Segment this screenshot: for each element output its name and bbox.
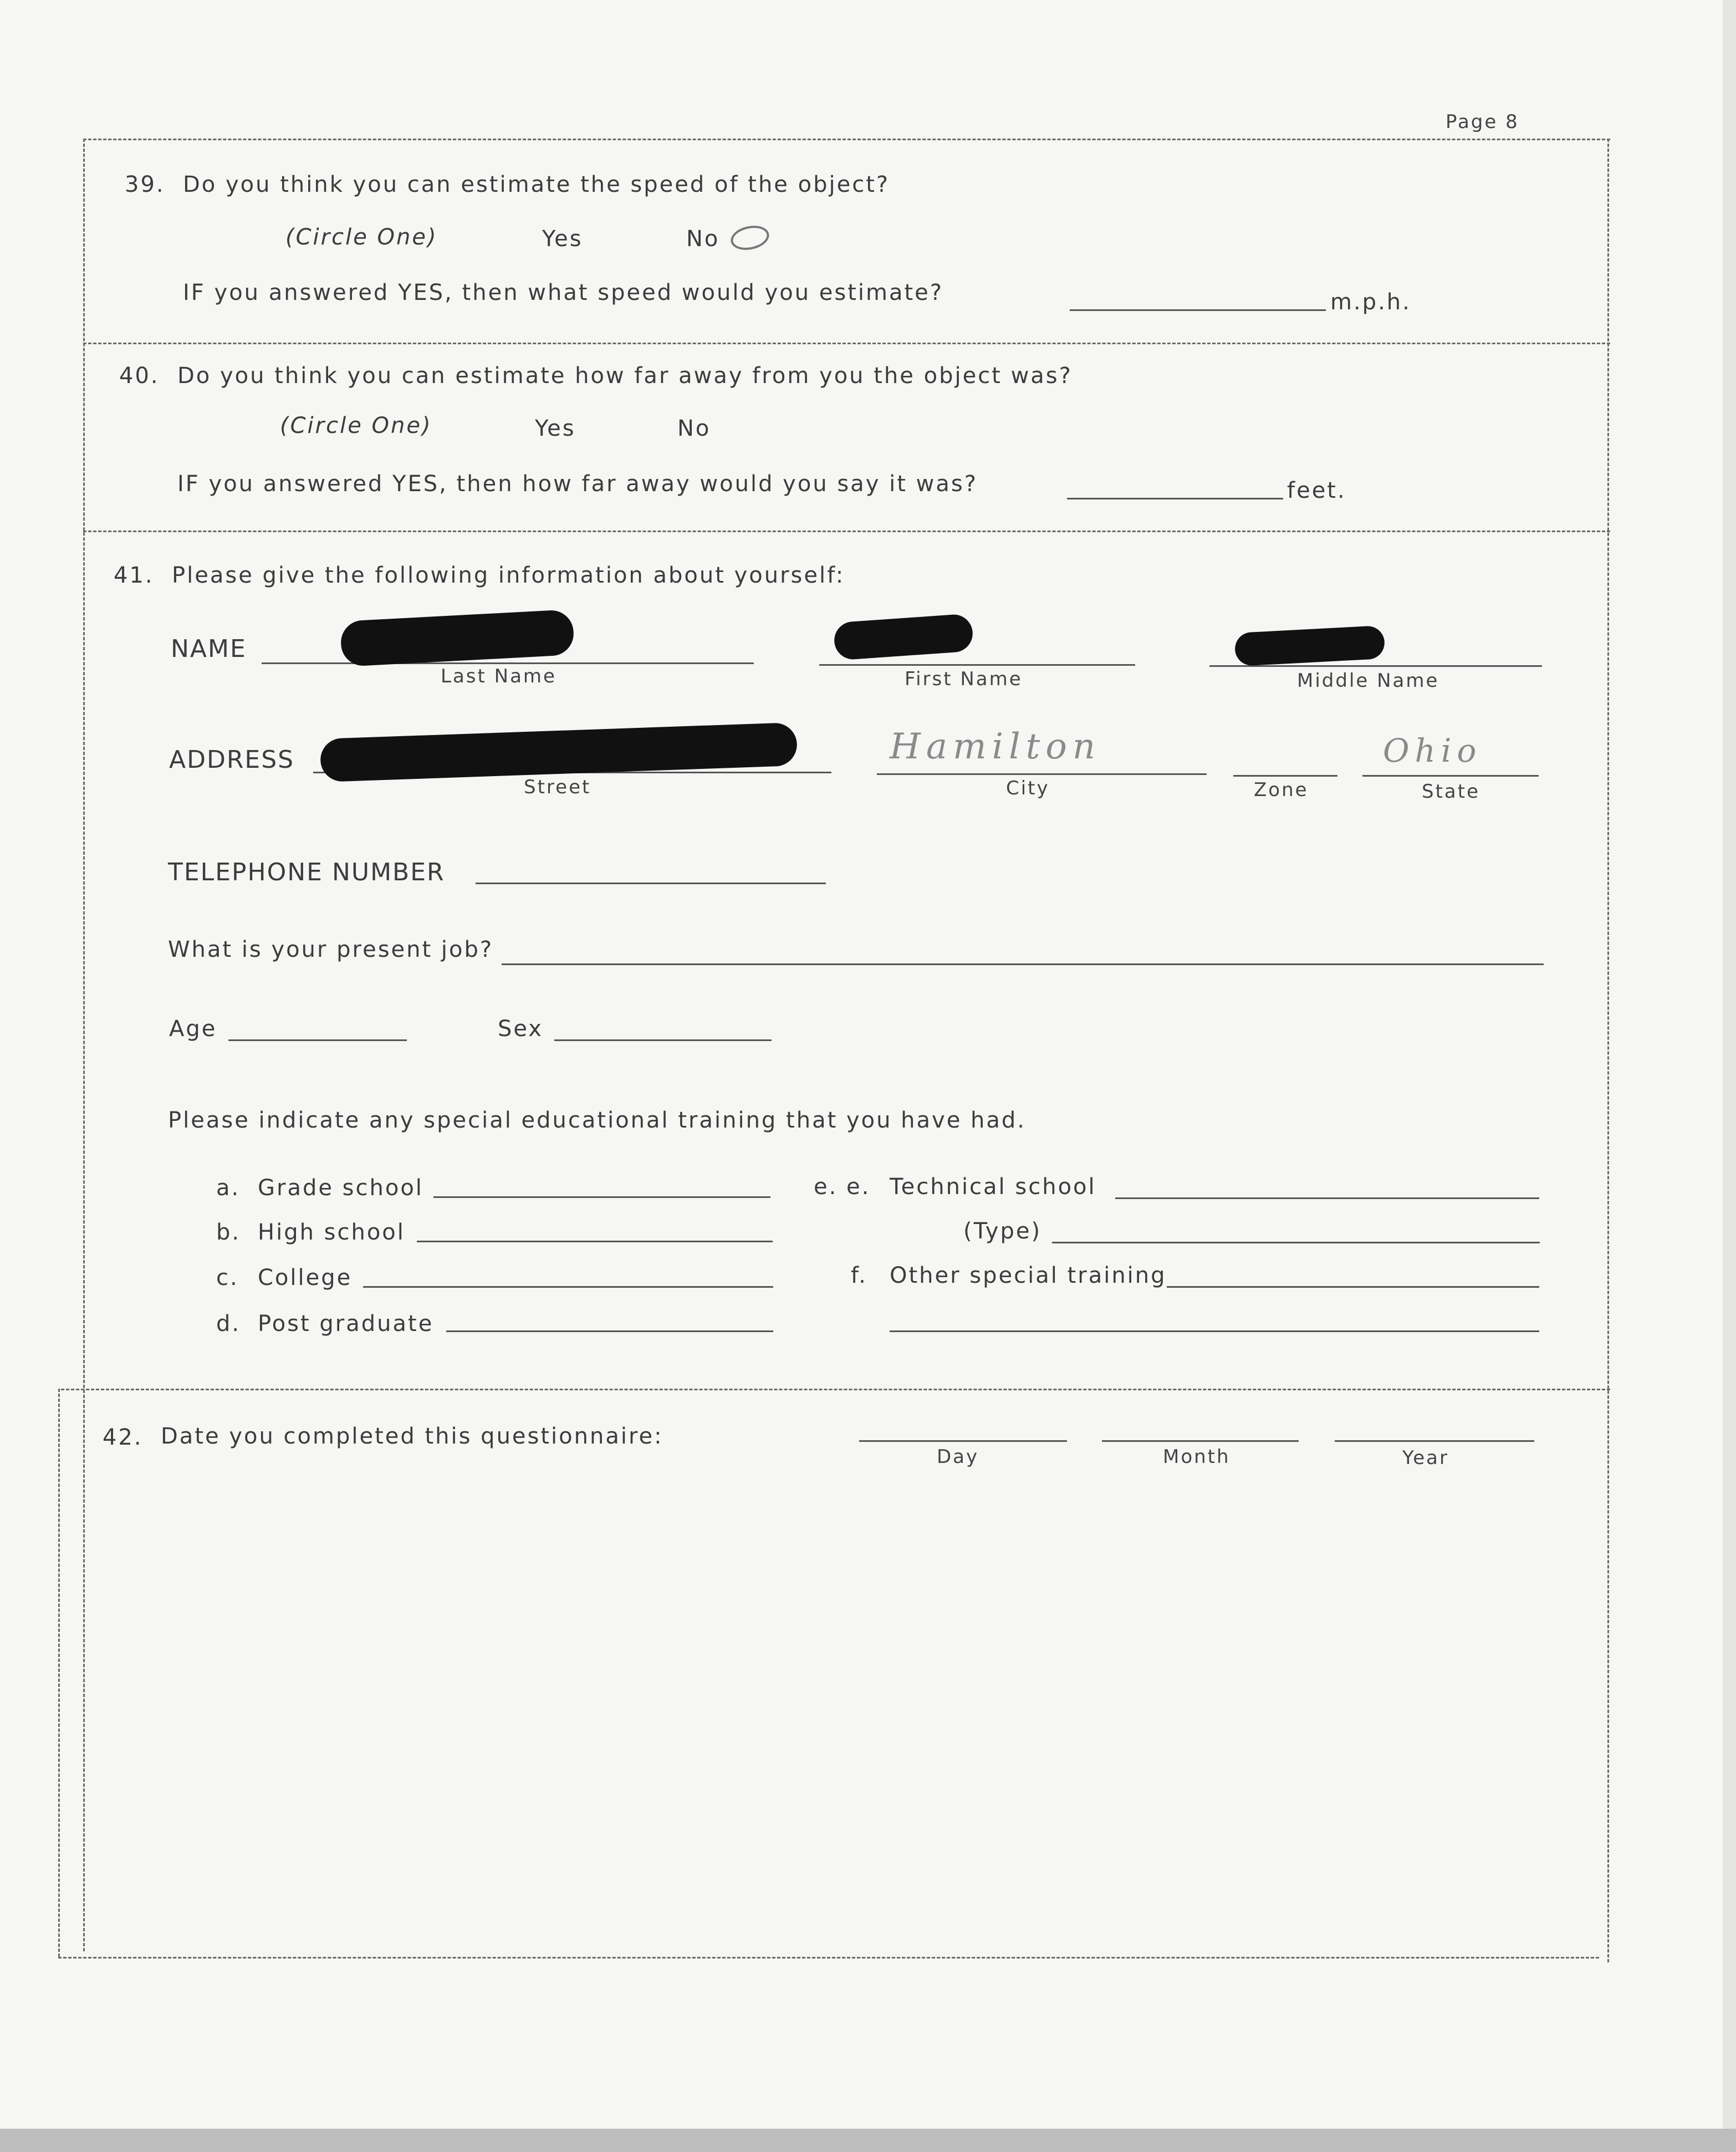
last-name-caption: Last Name — [441, 665, 556, 687]
date-year-caption: Year — [1402, 1447, 1449, 1469]
first-name-redaction — [833, 613, 974, 660]
q40-number: 40. — [119, 363, 160, 389]
other-training-field-line-2[interactable] — [890, 1330, 1539, 1332]
q40-yes-option[interactable]: Yes — [535, 416, 576, 441]
education-intro: Please indicate any special educational training that you have had. — [168, 1108, 1027, 1133]
frame-right-border — [1607, 139, 1609, 1962]
sex-label: Sex — [498, 1016, 543, 1042]
job-field[interactable] — [502, 963, 1544, 965]
address-label: ADDRESS — [169, 746, 295, 774]
q40-distance-field[interactable] — [1067, 498, 1283, 499]
education-technical-school-label: Technical school — [890, 1174, 1096, 1200]
first-name-caption: First Name — [905, 668, 1023, 690]
divider-q40-q41 — [83, 531, 1610, 532]
street-caption: Street — [524, 776, 591, 798]
education-c-letter: c. — [216, 1265, 239, 1291]
education-other-training-label: Other special training — [890, 1263, 1167, 1288]
post-graduate-field[interactable] — [446, 1330, 773, 1332]
q39-yes-option[interactable]: Yes — [542, 226, 583, 252]
frame-left-border — [83, 139, 85, 1951]
q40-unit: feet. — [1287, 478, 1346, 503]
divider-q39-q40 — [83, 343, 1610, 344]
frame-bottom-border — [58, 1957, 1599, 1959]
state-caption: State — [1422, 781, 1480, 803]
state-handwritten-value: Ohio — [1383, 732, 1482, 769]
last-name-redaction — [340, 609, 575, 667]
education-grade-school-label: Grade school — [258, 1175, 423, 1201]
telephone-field[interactable] — [476, 883, 826, 884]
page-number: Page 8 — [1446, 111, 1519, 133]
middle-name-redaction — [1234, 625, 1386, 666]
q39-no-option[interactable]: No — [686, 226, 720, 252]
q41-number: 41. — [114, 563, 154, 588]
date-month-field[interactable] — [1102, 1440, 1299, 1442]
high-school-field[interactable] — [417, 1241, 773, 1242]
education-d-letter: d. — [216, 1311, 241, 1337]
q39-no-circle-mark — [728, 222, 771, 253]
name-label: NAME — [171, 635, 247, 663]
zone-field[interactable] — [1233, 775, 1337, 777]
education-e-letter: e. e. — [814, 1174, 871, 1200]
middle-name-caption: Middle Name — [1297, 670, 1439, 692]
last-name-field[interactable] — [262, 662, 754, 664]
job-label: What is your present job? — [168, 937, 494, 962]
city-field[interactable] — [877, 773, 1207, 775]
state-field[interactable] — [1362, 775, 1539, 777]
frame-top-border — [83, 139, 1610, 140]
q42-number: 42. — [103, 1425, 143, 1450]
q40-followup: IF you answered YES, then how far away would you say it was? — [177, 471, 978, 497]
technical-school-field[interactable] — [1115, 1197, 1539, 1199]
telephone-label: TELEPHONE NUMBER — [168, 858, 445, 886]
other-training-field[interactable] — [1167, 1286, 1539, 1288]
city-caption: City — [1006, 777, 1050, 799]
sex-field[interactable] — [554, 1039, 772, 1041]
q40-no-option[interactable]: No — [677, 416, 711, 441]
age-label: Age — [169, 1016, 217, 1042]
q39-followup: IF you answered YES, then what speed would you estimate? — [183, 280, 944, 305]
education-high-school-label: High school — [258, 1220, 405, 1245]
date-year-field[interactable] — [1335, 1440, 1534, 1442]
q41-intro: Please give the following information about yourself: — [172, 563, 845, 588]
divider-q41-q42 — [61, 1389, 1610, 1390]
frame-lower-left-border — [58, 1389, 60, 1957]
scan-bottom-edge — [0, 2129, 1736, 2152]
date-day-caption: Day — [937, 1446, 979, 1468]
q39-question: Do you think you can estimate the speed of the object? — [183, 172, 890, 197]
q39-number: 39. — [125, 172, 165, 197]
scan-right-edge — [1723, 0, 1736, 2152]
zone-caption: Zone — [1254, 779, 1309, 801]
education-a-letter: a. — [216, 1175, 241, 1201]
education-f-letter: f. — [851, 1263, 867, 1288]
middle-name-field[interactable] — [1209, 665, 1542, 667]
education-college-label: College — [258, 1265, 353, 1291]
q39-speed-field[interactable] — [1070, 309, 1326, 311]
age-field[interactable] — [228, 1039, 407, 1041]
q42-question: Date you completed this questionnaire: — [161, 1424, 663, 1449]
city-handwritten-value: Hamilton — [890, 726, 1101, 767]
college-field[interactable] — [363, 1286, 773, 1288]
date-day-field[interactable] — [859, 1440, 1067, 1442]
q39-circle-one: (Circle One) — [285, 225, 438, 250]
q40-circle-one: (Circle One) — [280, 413, 432, 438]
grade-school-field[interactable] — [433, 1196, 770, 1198]
q39-unit: m.p.h. — [1330, 289, 1411, 315]
technical-type-field[interactable] — [1052, 1242, 1540, 1243]
date-month-caption: Month — [1163, 1446, 1230, 1468]
q40-question: Do you think you can estimate how far away from you the object was? — [177, 363, 1073, 389]
education-b-letter: b. — [216, 1220, 241, 1245]
technical-type-label: (Type) — [963, 1218, 1042, 1244]
education-post-graduate-label: Post graduate — [258, 1311, 434, 1337]
first-name-field[interactable] — [819, 664, 1135, 666]
